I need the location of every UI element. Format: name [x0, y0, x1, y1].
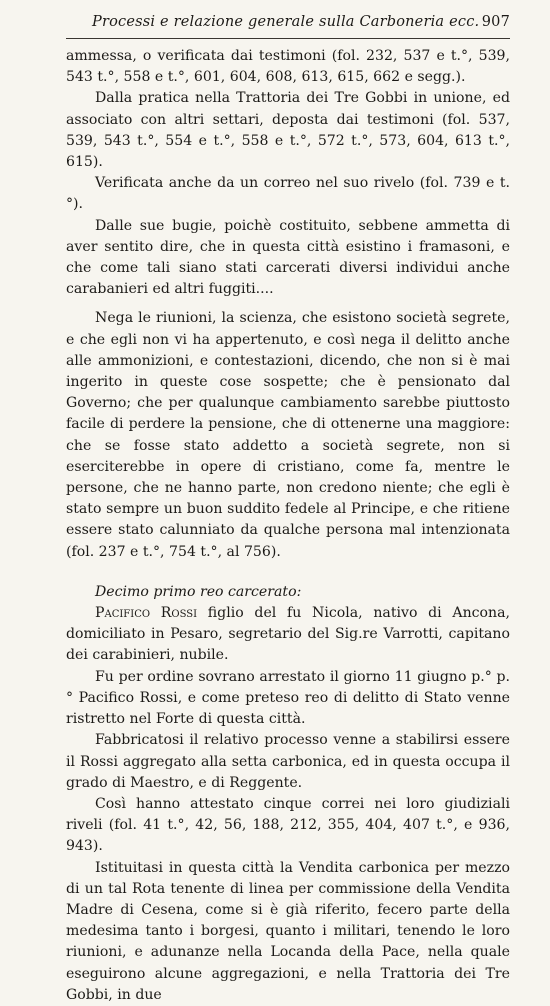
paragraph-processo: Fabbricatosi il relativo processo venne a stabilirsi essere il Rossi aggregato alla setta carbonica, ed in questa occupa il grado di Maestro, e di Reggente.: [66, 732, 510, 791]
paragraph-correi: Così hanno attestato cinque correi nei loro giudiziali riveli (fol. 41 t.°, 42, 56, 188, 212, 355, 404, 407 t.°, e 936, 943).: [66, 795, 510, 855]
paragraph-pacifico: [66, 603, 510, 667]
paragraph-vendita: Istituitasi in questa città la Vendita carbonica per mezzo di un tal Rota tenente di linea per commissione della Vendita Madre di Cesena, come si è già riferito, fecero parte della medesima tanto i borgesi, quanto i militari, tenendo le loro riunioni, e adunanze nella Locanda della Pace, nella quale eseguirono alcune aggregazioni, e nella Trattoria dei Tre Gobbi, in due: [66, 859, 510, 1003]
paragraph-continuation: ammessa, o verificata dai testimoni (fol. 232, 537 e t.°, 539, 543 t.°, 558 e t.°, 601, 604, 608, 613, 615, 662 e segg.).: [66, 48, 510, 86]
person-name: Pacifico Rossi: [95, 605, 198, 622]
paragraph-nega: Nega le riunioni, la scienza, che esistono società segrete, e che egli non vi ha appertenuto, e così nega il delitto anche alle ammonizioni, e contestazioni, dicendo, che non si è mai ingerito in queste cose sospette; che è pensionato dal Governo; che per qualunque cambiamento sarebbe piuttosto facile di perdere la pensione, che di ottenerne una maggiore: che se fosse stato addetto a società segrete, non si eserciterebbe in opere di cristiano, come fa, mentre le persone, che ne hanno parte, non credono niente; che egli è stato sempre un buon suddito fedele al Principe, e che ritiene essere stato calunniato da qualche persona mal intenzionata (fol. 237 e t.°, 754 t.°, al 756).: [66, 310, 510, 560]
running-title: Processi e relazione generale sulla Carboneria ecc.: [92, 14, 480, 30]
paragraph-pacifico-text: figlio del fu Nicola, nativo di Ancona, domiciliato in Pesaro, segretario del Sig.re Varrotti, capitano dei carabinieri, nubile.: [66, 605, 511, 664]
paragraph-arresto: [66, 667, 510, 731]
paragraph-correo: Verificata anche da un correo nel suo rivelo (fol. 739 e t.°).: [66, 175, 510, 213]
paragraph-arresto-start: Fu per ordine sovrano arrestato il giorno 11 giugno p.° p.°: [66, 668, 510, 706]
page-number: 907: [481, 14, 510, 30]
paragraph-arresto-text: , e come preteso reo di delitto di Stato venne ristretto nel Forte di questa città.: [66, 689, 511, 728]
page-body: [66, 46, 510, 1006]
paragraph-trattoria: Dalla pratica nella Trattoria dei Tre Gobbi in unione, ed associato con altri settari, deposta dai testimoni (fol. 537, 539, 543 t.°, 554 e t.°, 558 e t.°, 572 t.°, 573, 604, 613 t.°, 615).: [66, 90, 510, 171]
person-name-2: Pacifico Rossi: [78, 689, 178, 706]
running-header: [92, 14, 510, 30]
header-rule: [66, 38, 510, 39]
paragraph-bugie: Dalle sue bugie, poichè costituito, sebbene ammetta di aver sentito dire, che in questa città esistino i framasoni, e che come tali siano stati carcerati diversi individui anche carabanieri ed altri fuggiti....: [66, 217, 510, 298]
section-heading: Decimo primo reo carcerato:: [95, 583, 302, 600]
